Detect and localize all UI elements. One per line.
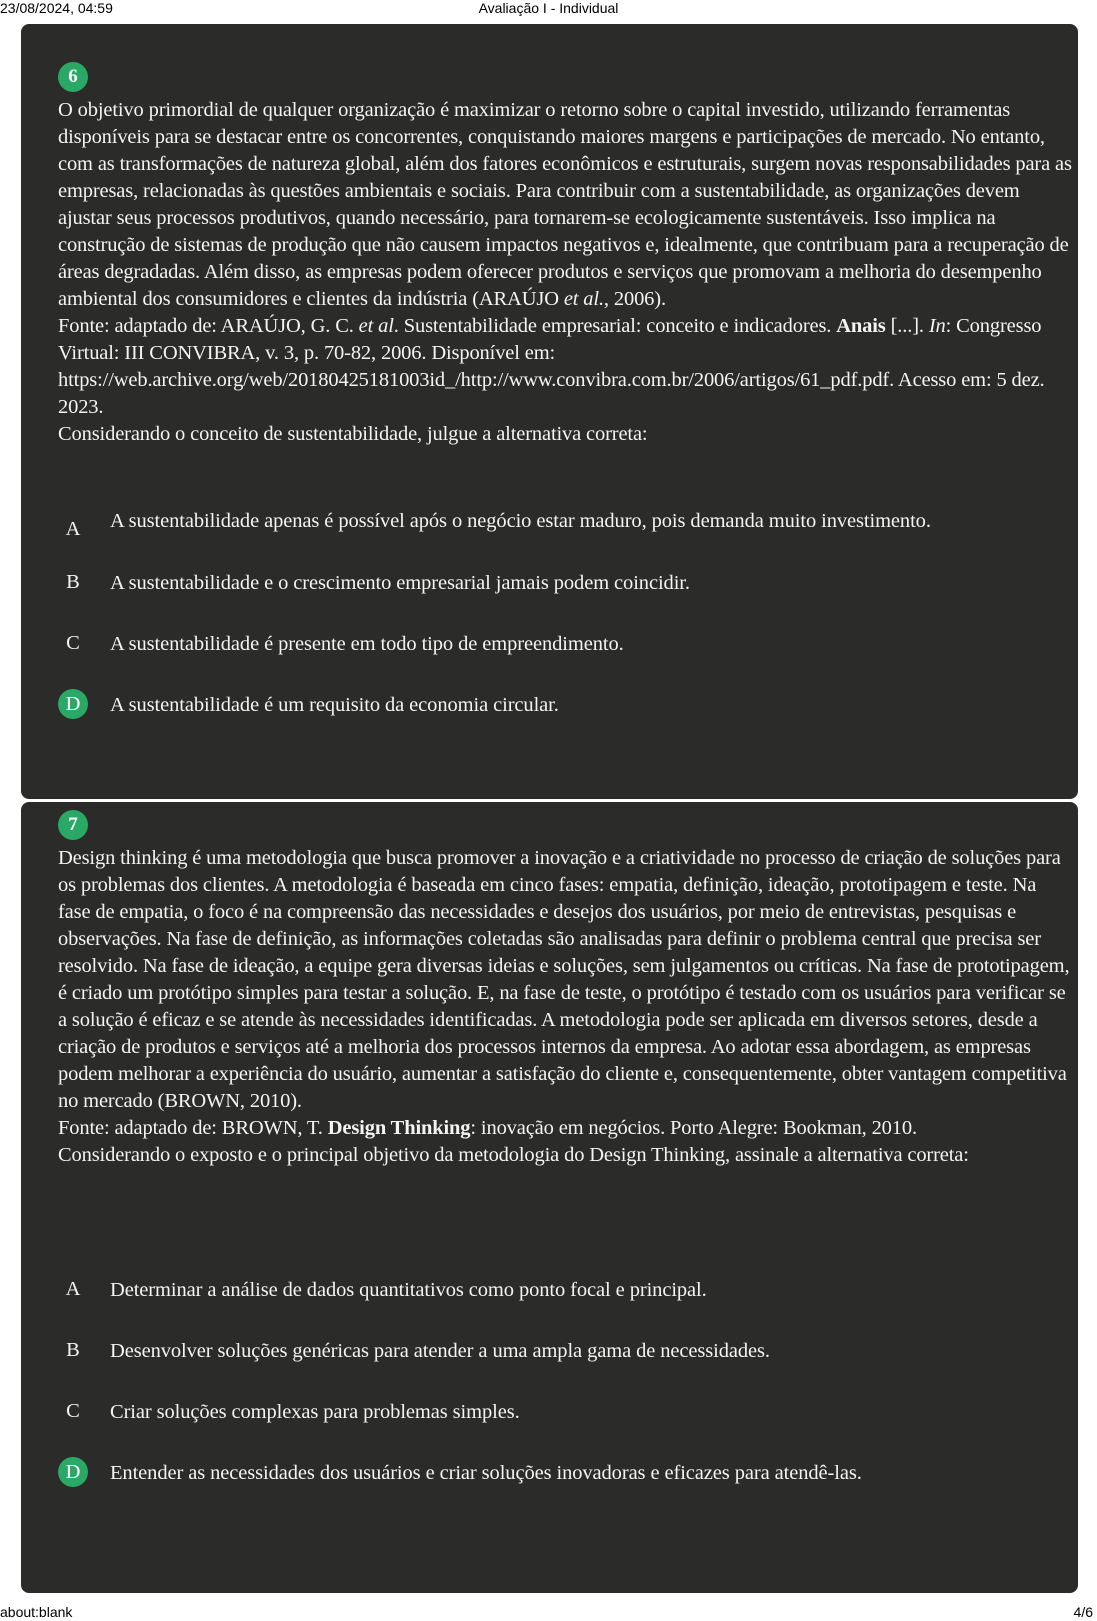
option-letter-selected[interactable]: D xyxy=(58,689,88,719)
print-footer xyxy=(0,1604,1097,1620)
option-letter[interactable]: B xyxy=(66,1339,80,1361)
question-source: Fonte: adaptado de: BROWN, T. Design Thinking: inovação em negócios. Porto Alegre: Bookman, 2010. xyxy=(58,1117,917,1139)
print-url: about:blank xyxy=(0,1604,73,1620)
print-datetime: 23/08/2024, 04:59 xyxy=(0,0,113,16)
option-text[interactable]: Determinar a análise de dados quantitativos como ponto focal e principal. xyxy=(110,1279,707,1301)
option-text[interactable]: A sustentabilidade é um requisito da economia circular. xyxy=(110,694,559,716)
question-source: Fonte: adaptado de: ARAÚJO, G. C. et al. Sustentabilidade empresarial: conceito e indicadores. Anais [...]. In: Congresso Virtual: III CONVIBRA, v. 3, p. 70-82, 2006. Disponível em: https://web.archive.org/web/20180425181003id_/http://www.convibra.com.br/2006/artigos/61_pdf.pdf. Acesso em: 5 dez. 2023. xyxy=(58,315,1045,418)
option-letter[interactable]: C xyxy=(66,1400,80,1422)
question-prompt: Considerando o conceito de sustentabilidade, julgue a alternativa correta: xyxy=(58,423,648,445)
print-header xyxy=(0,0,1097,16)
option-text[interactable]: A sustentabilidade é presente em todo tipo de empreendimento. xyxy=(110,633,624,655)
option-letter[interactable]: A xyxy=(65,518,81,540)
option-letter[interactable]: A xyxy=(65,1278,81,1300)
option-text[interactable]: A sustentabilidade e o crescimento empresarial jamais podem coincidir. xyxy=(110,572,690,594)
question-card-7 xyxy=(21,802,1078,1593)
question-prompt: Considerando o exposto e o principal objetivo da metodologia do Design Thinking, assinale a alternativa correta: xyxy=(58,1144,969,1166)
print-page-title: Avaliação I - Individual xyxy=(478,0,619,16)
option-text[interactable]: Desenvolver soluções genéricas para atender a uma ampla gama de necessidades. xyxy=(110,1340,770,1362)
option-letter[interactable]: C xyxy=(66,632,80,654)
print-page-number: 4/6 xyxy=(1073,1604,1093,1620)
question-number-badge: 6 xyxy=(58,62,88,92)
option-text[interactable]: Entender as necessidades dos usuários e criar soluções inovadoras e eficazes para atendê-las. xyxy=(110,1462,862,1484)
question-card-6 xyxy=(21,24,1078,799)
question-statement xyxy=(58,845,1073,1169)
question-number-badge: 7 xyxy=(58,810,88,840)
question-paragraph: O objetivo primordial de qualquer organização é maximizar o retorno sobre o capital investido, utilizando ferramentas disponíveis para se destacar entre os concorrentes, conquistando maiores margens e participações de mercado. No entanto, com as transformações de natureza global, além dos fatores econômicos e estruturais, surgem novas responsabilidades para as empresas, relacionadas às questões ambientais e sociais. Para contribuir com a sustentabilidade, as organizações devem ajustar seus processos produtivos, quando necessário, para tornarem-se ecologicamente sustentáveis. Isso implica na construção de sistemas de produção que não causem impactos negativos e, idealmente, que contribuam para a recuperação de áreas degradadas. Além disso, as empresas podem oferecer produtos e serviços que promovam a melhoria do desempenho ambiental dos consumidores e clientes da indústria (ARAÚJO et al., 2006). xyxy=(58,99,1072,310)
question-paragraph: Design thinking é uma metodologia que busca promover a inovação e a criatividade no processo de criação de soluções para os problemas dos clientes. A metodologia é baseada em cinco fases: empatia, definição, ideação, prototipagem e teste. Na fase de empatia, o foco é na compreensão das necessidades e desejos dos usuários, por meio de entrevistas, pesquisas e observações. Na fase de definição, as informações coletadas são analisadas para definir o problema central que precisa ser resolvido. Na fase de ideação, a equipe gera diversas ideias e soluções, sem julgamentos ou críticas. Na fase de prototipagem, é criado um protótipo simples para testar a solução. E, na fase de teste, o protótipo é testado com os usuários para verificar se a solução é eficaz e se atende às necessidades identificadas. A metodologia pode ser aplicada em diversos setores, desde a criação de produtos e serviços até a melhoria dos processos internos da empresa. Ao adotar essa abordagem, as empresas podem melhorar a experiência do usuário, aumentar a satisfação do cliente e, consequentemente, obter vantagem competitiva no mercado (BROWN, 2010). xyxy=(58,847,1070,1112)
option-text[interactable]: A sustentabilidade apenas é possível após o negócio estar maduro, pois demanda muito investimento. xyxy=(110,510,931,532)
option-letter[interactable]: B xyxy=(66,571,80,593)
option-letter-selected[interactable]: D xyxy=(58,1457,88,1487)
question-statement xyxy=(58,97,1073,448)
option-text[interactable]: Criar soluções complexas para problemas simples. xyxy=(110,1401,520,1423)
